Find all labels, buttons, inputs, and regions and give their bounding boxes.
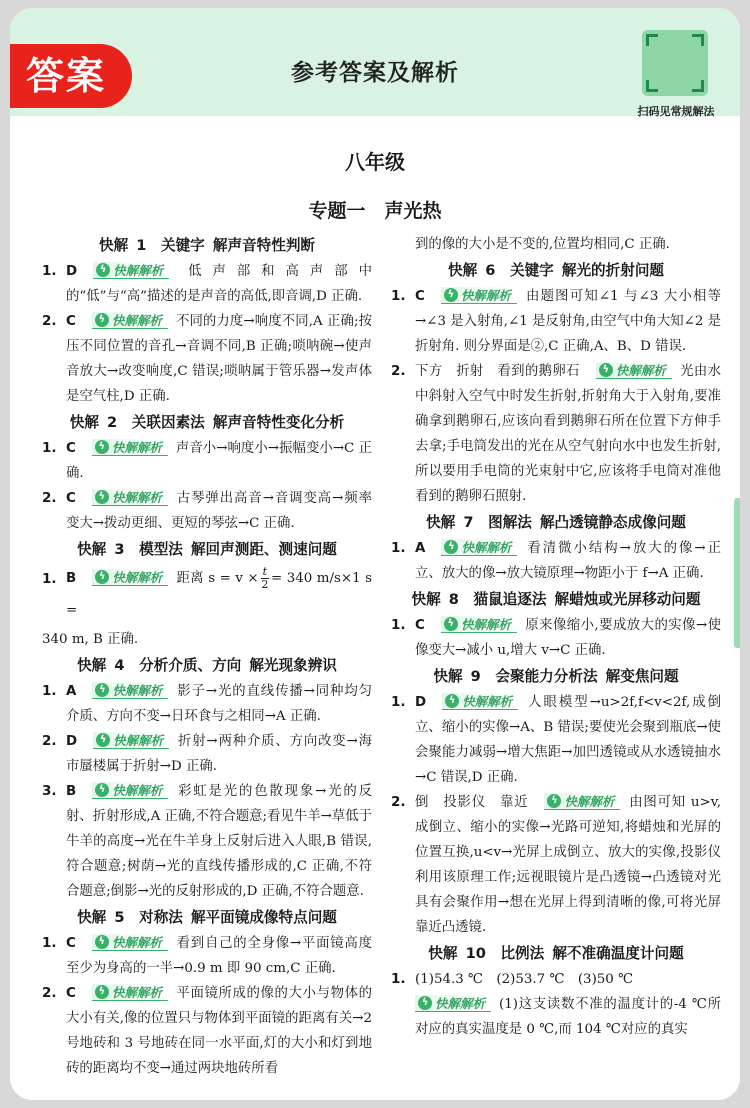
right-column xyxy=(391,232,721,1042)
section-heading: 快解 1 关键字 解声音特性判断 xyxy=(98,237,316,254)
quick-analysis-tag: ϟ 快解解析 xyxy=(92,312,168,329)
answer-item xyxy=(391,536,721,586)
quick-analysis-tag: ϟ 快解解析 xyxy=(92,984,168,1001)
quick-analysis-tag: ϟ 快解解析 xyxy=(92,569,168,586)
formula-prefix: 距离 s = v × xyxy=(176,571,259,586)
item-answer: A xyxy=(66,684,77,699)
bolt-icon: ϟ xyxy=(95,683,109,697)
answer-item xyxy=(391,790,721,940)
answer-item xyxy=(391,284,721,359)
answer-item xyxy=(42,309,372,409)
bolt-icon: ϟ xyxy=(95,985,109,999)
item-explanation: 人眼模型→u>2f,f<v<2f,成倒立、缩小的实像→A、B 错误;要使光会聚到瓶底→使会聚能力减弱→增大焦距→加凹透镜或从水透镜抽水→C 错误,D 正确. xyxy=(415,695,721,785)
bolt-icon: ϟ xyxy=(95,783,109,797)
item-explanation: 看到自己的全身像→平面镜高度至少为身高的一半→0.9 m 即 90 cm,C 正确. xyxy=(66,936,372,976)
item-answer: C xyxy=(66,491,76,506)
quick-analysis-tag: ϟ 快解解析 xyxy=(92,682,168,699)
item-answer: 倒 投影仪 靠近 xyxy=(415,795,529,810)
quick-analysis-tag: ϟ 快解解析 xyxy=(93,732,169,749)
quick-analysis-tag: ϟ 快解解析 xyxy=(93,262,169,279)
qr-caption: 扫码见常规解法 xyxy=(637,105,715,118)
item-number: 2. xyxy=(42,313,57,329)
item-answer: C xyxy=(66,936,76,951)
item-number: 1. xyxy=(42,263,57,279)
item-explanation: 古琴弹出高音→音调变高→频率变大→拨动更细、更短的琴弦→C 正确. xyxy=(66,491,372,531)
item-explanation: 影子→光的直线传播→同种均匀介质、方向不变→日环食与之相同→A 正确. xyxy=(66,684,372,724)
item-number: 2. xyxy=(391,363,406,379)
answer-item xyxy=(391,690,721,790)
bolt-icon: ϟ xyxy=(599,363,613,377)
topic-heading: 专题一 声光热 xyxy=(308,200,442,222)
quick-analysis-tag: ϟ 快解解析 xyxy=(441,287,517,304)
quick-analysis-tag: ϟ 快解解析 xyxy=(441,539,517,556)
item-number: 3. xyxy=(42,783,57,799)
answer-item xyxy=(391,359,721,509)
item-number: 1. xyxy=(42,683,57,699)
answer-item xyxy=(42,981,372,1081)
bolt-icon: ϟ xyxy=(547,794,561,808)
item-number: 1. xyxy=(391,971,406,987)
item-number: 2. xyxy=(42,733,57,749)
quick-analysis-tag: ϟ 快解解析 xyxy=(596,362,672,379)
item-explanation: 彩虹是光的色散现象→光的反射、折射形成,A 正确,不符合题意;看见牛羊→草低于牛羊的高度→光在牛羊身上反射后进入人眼,B 错误,符合题意;树荫→光的直线传播形成的,C 正确,不符合题意;倒影→光的反射形成的,D 正确,不符合题意. xyxy=(66,784,372,899)
quick-analysis-tag: ϟ 快解解析 xyxy=(441,616,517,633)
answer-item xyxy=(42,486,372,536)
answer-badge: 答案 xyxy=(10,44,132,108)
item-number: 1. xyxy=(42,571,57,587)
left-column xyxy=(42,232,372,1081)
section-heading: 快解 7 图解法 解凸透镜静态成像问题 xyxy=(426,514,686,531)
item-answer: C xyxy=(66,314,76,329)
item-number: 1. xyxy=(391,617,406,633)
bolt-icon: ϟ xyxy=(444,540,458,554)
item-explanation: 声音小→响度小→振幅变小→C 正确. xyxy=(66,441,372,481)
item-number: 2. xyxy=(42,985,57,1001)
item-answer: A xyxy=(415,541,426,556)
answer-item xyxy=(42,259,372,309)
item-explanation: (1)这支读数不准的温度计的-4 ℃所对应的真实温度是 0 ℃,而 104 ℃对应的真实 xyxy=(415,997,721,1037)
bolt-icon: ϟ xyxy=(95,313,109,327)
item-answer: C xyxy=(415,618,425,633)
item-answer: (1)54.3 ℃ (2)53.7 ℃ (3)50 ℃ xyxy=(415,972,634,987)
item-explanation: 原来像缩小,要成放大的实像→使像变大→减小 u,增大 v→C 正确. xyxy=(415,618,721,658)
answer-item xyxy=(42,729,372,779)
formula-suffix: = 340 m/s×1 s = xyxy=(66,571,372,618)
quick-analysis-tag: ϟ 快解解析 xyxy=(92,934,168,951)
item-number: 1. xyxy=(42,935,57,951)
item-answer: D xyxy=(66,734,78,749)
bolt-icon: ϟ xyxy=(95,570,109,584)
fraction: $\frac{t}{2}$ xyxy=(261,565,269,591)
qr-code-icon[interactable] xyxy=(642,30,708,96)
answer-page xyxy=(10,8,740,1100)
section-heading: 快解 8 猫鼠追逐法 解蜡烛或光屏移动问题 xyxy=(411,591,701,608)
bolt-icon: ϟ xyxy=(418,996,432,1010)
grade-heading: 八年级 xyxy=(345,150,405,174)
item-explanation: 不同的力度→响度不同,A 正确;按压不同位置的音孔→音调不同,B 正确;唢呐碗→使声音放大→改变响度,C 错误;唢呐属于管乐器→发声体是空气柱,D 正确. xyxy=(66,314,372,404)
page-header xyxy=(10,8,740,116)
item-answer: C xyxy=(66,441,76,456)
answer-item xyxy=(42,931,372,981)
answer-item xyxy=(391,967,721,1042)
item-number: 2. xyxy=(42,490,57,506)
item-answer: C xyxy=(66,986,76,1001)
bolt-icon: ϟ xyxy=(445,694,459,708)
quick-analysis-tag: ϟ 快解解析 xyxy=(92,439,168,456)
item-explanation: 由题图可知∠1 与∠3 大小相等→∠3 是入射角,∠1 是反射角,由空气中角大知∠2 是折射角. 则分界面是②,C 正确,A、B、D 错误. xyxy=(415,289,721,354)
item-explanation: 平面镜所成的像的大小与物体的大小有关,像的位置只与物体到平面镜的距离有关→2 号地砖和 3 号地砖在同一水平面,灯的大小和灯到地砖的距离均不变→通过两块地砖所看 xyxy=(66,986,372,1076)
bolt-icon: ϟ xyxy=(96,733,110,747)
item-answer: D xyxy=(66,264,78,279)
item-number: 1. xyxy=(391,540,406,556)
bolt-icon: ϟ xyxy=(95,490,109,504)
section-heading: 快解 9 会聚能力分析法 解变焦问题 xyxy=(433,668,679,685)
section-heading: 快解 4 分析介质、方向 解光现象辨识 xyxy=(77,657,337,674)
section-heading: 快解 10 比例法 解不准确温度计问题 xyxy=(428,945,684,962)
bolt-icon: ϟ xyxy=(95,440,109,454)
section-heading: 快解 2 关联因素法 解声音特性变化分析 xyxy=(69,414,345,431)
page-edge-tab xyxy=(734,498,740,648)
item-answer: C xyxy=(415,289,425,304)
bolt-icon: ϟ xyxy=(96,263,110,277)
quick-analysis-tag: ϟ 快解解析 xyxy=(415,995,491,1012)
section-heading: 快解 5 对称法 解平面镜成像特点问题 xyxy=(77,909,337,926)
item-answer: B xyxy=(66,784,77,799)
item-answer: D xyxy=(415,695,427,710)
answer-item xyxy=(42,436,372,486)
item-explanation: 由图可知 u>v,成倒立、缩小的实像→光路可逆知,将蜡烛和光屏的位置互换,u<v→光屏上成倒立、放大的实像,投影仪利用该原理工作;远视眼镜片是凸透镜→凸透镜对光具有会聚作用→想在光屏上得到清晰的像,可将光屏靠近凸透镜. xyxy=(415,795,721,935)
section-heading: 快解 6 关键字 解光的折射问题 xyxy=(447,262,665,279)
item-continuation: 340 m, B 正确. xyxy=(42,632,139,647)
item-answer: 下方 折射 看到的鹅卵石 xyxy=(415,364,580,379)
item-explanation: 看清微小结构→放大的像→正立、放大的像→放大镜原理→物距小于 f→A 正确. xyxy=(415,541,721,581)
answer-item xyxy=(42,563,372,627)
item-continuation: 到的像的大小是不变的,位置均相同,C 正确. xyxy=(415,237,670,252)
answer-item xyxy=(391,613,721,663)
item-number: 1. xyxy=(42,440,57,456)
quick-analysis-tag: ϟ 快解解析 xyxy=(544,793,620,810)
page-title: 参考答案及解析 xyxy=(291,60,459,86)
item-explanation: 低声部和高声部中的“低”与“高”描述的是声音的高低,即音调,D 正确. xyxy=(66,264,372,304)
section-heading: 快解 3 模型法 解回声测距、测速问题 xyxy=(77,541,337,558)
item-number: 1. xyxy=(391,694,406,710)
quick-analysis-tag: ϟ 快解解析 xyxy=(442,693,518,710)
item-number: 2. xyxy=(391,794,406,810)
bolt-icon: ϟ xyxy=(444,288,458,302)
item-explanation: 光由水中斜射入空气中时发生折射,折射角大于入射角,要准确拿到鹅卵石,应该向看到鹅卵石所在位置下方伸手去拿;手电筒发出的光在从空气射向水中也发生折射,所以要用手电筒的光束射中它,应该将手电筒对准他看到的鹅卵石照射. xyxy=(415,364,722,504)
answer-item xyxy=(42,779,372,904)
bolt-icon: ϟ xyxy=(444,617,458,631)
quick-analysis-tag: ϟ 快解解析 xyxy=(92,782,168,799)
quick-analysis-tag: ϟ 快解解析 xyxy=(92,489,168,506)
item-answer: B xyxy=(66,571,77,586)
item-explanation: 折射→两种介质、方向改变→海市蜃楼属于折射→D 正确. xyxy=(66,734,372,774)
item-number: 1. xyxy=(391,288,406,304)
answer-item xyxy=(42,679,372,729)
bolt-icon: ϟ xyxy=(95,935,109,949)
